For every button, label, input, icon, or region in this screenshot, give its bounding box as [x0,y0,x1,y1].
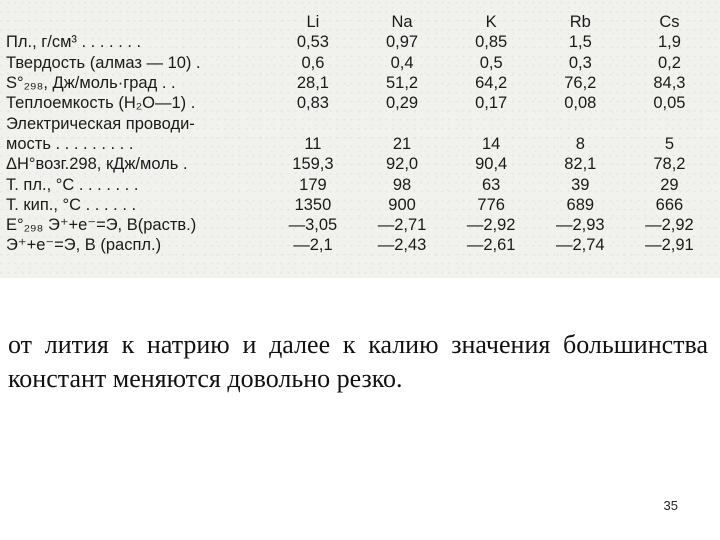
row-label: Э⁺+e⁻=Э, В (распл.) [6,236,162,255]
value-cell [357,113,446,133]
table-row [6,154,714,174]
value-cell: 0,2 [657,53,681,72]
value-cell: —2,1 [293,236,333,255]
value-cell [268,113,357,133]
table-row [6,113,714,133]
header-rb: Rb [569,13,591,32]
value-cell: 0,97 [385,33,419,52]
value-cell: 90,4 [475,155,508,174]
table-row [6,32,714,52]
value-cell: 5 [664,134,675,153]
value-cell: 1350 [294,195,332,214]
body-paragraph: от лития к натрию и далее к калию значения большинства констант меняются довольно резко. [8,330,708,393]
row-label: Теплоемкость (H₂O—1) . [6,94,196,113]
header-li: Li [306,13,320,32]
row-label: Пл., г/см³ . . . . . . . [6,33,142,52]
header-cs: Cs [659,13,680,32]
value-cell: 28,1 [296,74,329,93]
value-cell: —2,43 [377,236,427,255]
value-cell: 82,1 [564,155,597,174]
value-cell: —3,05 [288,216,338,235]
table-row [6,93,714,113]
value-cell: 900 [388,195,416,214]
row-label: Т. пл., °С . . . . . . . [6,175,139,194]
value-cell: 776 [477,195,505,214]
value-cell: 0,08 [564,94,597,113]
row-label: E°₂₉₈ Э⁺+e⁻=Э, В(раств.) [6,216,197,235]
value-cell: 64,2 [475,74,508,93]
value-cell: 0,83 [296,94,329,113]
value-cell: 0,4 [390,53,414,72]
value-cell: 39 [571,175,590,194]
value-cell: —2,92 [466,216,516,235]
table-row [6,134,714,154]
value-cell: 98 [392,175,412,194]
value-cell: —2,93 [555,216,605,235]
value-cell: 14 [481,134,501,153]
table-row [6,195,714,215]
row-label: Т. кип., °С . . . . . . [6,195,137,214]
header-k: K [485,13,497,32]
value-cell: 0,53 [296,33,329,52]
value-cell: —2,71 [377,216,427,235]
value-cell: 51,2 [385,74,419,93]
value-cell: 0,5 [479,53,503,72]
value-cell: —2,61 [466,236,516,255]
value-cell: 21 [392,134,412,153]
value-cell: 11 [304,134,322,153]
table-row [6,174,714,194]
value-cell [625,113,714,133]
alkali-metals-properties-table [6,12,714,256]
value-cell: 0,85 [475,33,508,52]
value-cell: 29 [660,175,679,194]
value-cell [447,113,536,133]
value-cell: 63 [481,175,501,194]
row-label: Электрическая проводи- [6,114,195,133]
table-header-row [6,12,714,32]
value-cell: 1,5 [568,33,592,52]
value-cell: 666 [655,195,684,214]
value-cell: 8 [575,134,585,153]
header-label-cell [6,12,268,32]
table-row [6,235,714,255]
value-cell: 0,17 [475,94,508,113]
value-cell: —2,91 [645,236,694,255]
row-label: мость . . . . . . . . . [6,134,134,153]
header-na: Na [391,13,413,32]
value-cell: 84,3 [653,74,686,93]
row-label: S°₂₉₈, Дж/моль·град . . [6,74,176,93]
value-cell [536,113,625,133]
page-number: 35 [663,498,678,513]
row-label: ΔH°возг.298, кДж/моль . [6,155,188,174]
value-cell: 76,2 [564,74,597,93]
value-cell: 0,05 [653,94,686,113]
value-cell: 0,6 [301,53,325,72]
value-cell: 1,9 [657,33,681,52]
value-cell: 159,3 [292,155,334,174]
value-cell: 0,29 [385,94,419,113]
value-cell: 92,0 [385,155,419,174]
value-cell: 0,3 [568,53,592,72]
row-label: Твердость (алмаз — 10) . [6,53,201,72]
value-cell: 179 [299,175,327,194]
table-row [6,215,714,235]
value-cell: 689 [566,195,595,214]
value-cell: —2,92 [645,216,694,235]
value-cell: 78,2 [653,155,686,174]
value-cell: —2,74 [555,236,605,255]
table-row [6,73,714,93]
table-row [6,53,714,73]
